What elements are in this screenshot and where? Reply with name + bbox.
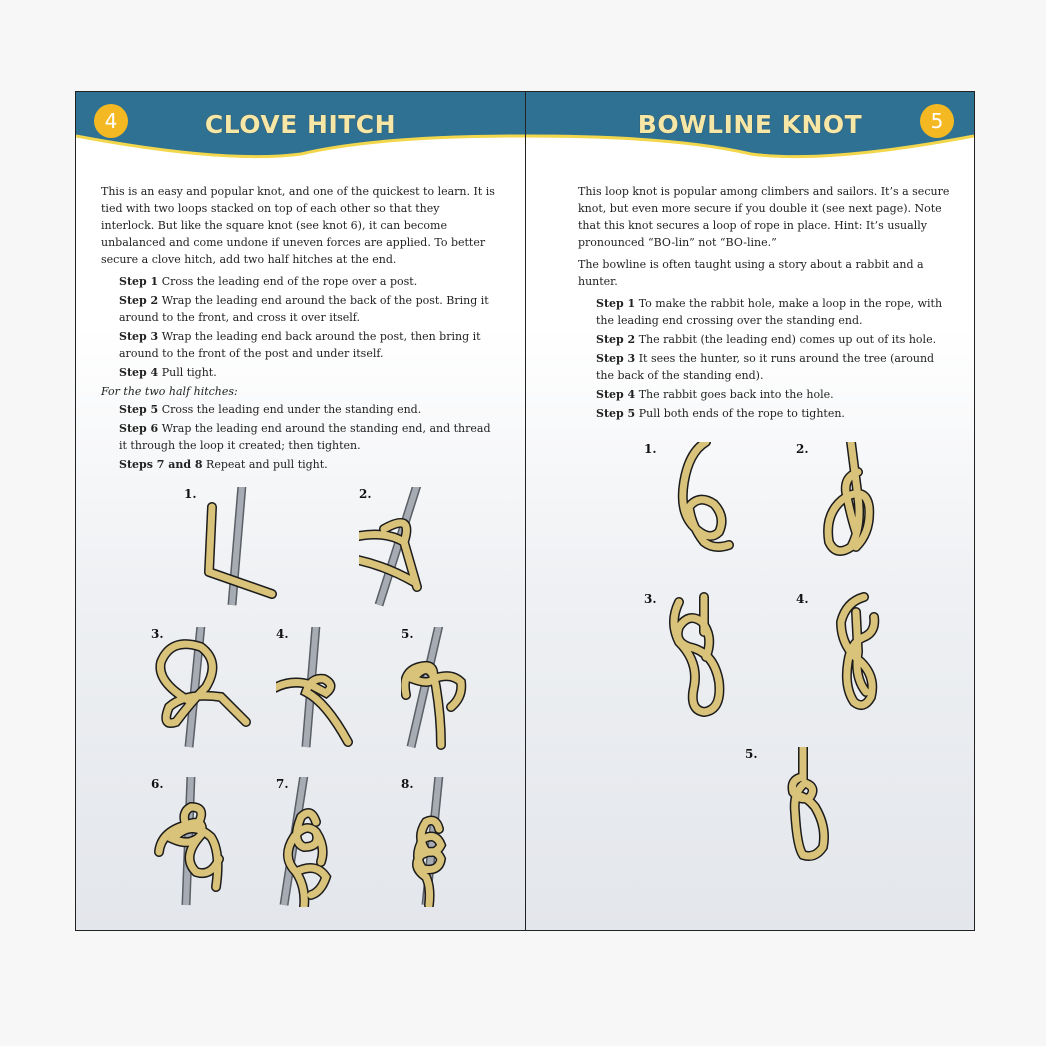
clove-figure-5 xyxy=(401,627,525,767)
clove-figure-3 xyxy=(151,627,281,767)
step-item xyxy=(119,456,496,473)
figure-label: 3. xyxy=(644,592,657,606)
figure-label: 1. xyxy=(184,487,197,501)
step-label: Step 1 xyxy=(596,297,636,310)
clove-figure-6 xyxy=(151,777,281,917)
left-page xyxy=(76,92,525,930)
figure-label: 5. xyxy=(401,627,414,641)
figure-label: 2. xyxy=(796,442,809,456)
knot-number-badge: 4 xyxy=(94,104,128,138)
step-text: The rabbit goes back into the hole. xyxy=(638,388,834,401)
intro-paragraph: This is an easy and popular knot, and one of the quickest to learn. It is tied with two loops stacked on top of each other so that they interlock. But like the square knot (see knot 6), it can become unbalanced and come undone if uneven forces are applied. To better secure a clove hitch, add two half hitches at the end. xyxy=(101,185,495,266)
step-text: Pull both ends of the rope to tighten. xyxy=(638,407,845,420)
step-label: Step 4 xyxy=(119,366,159,379)
figure-label: 4. xyxy=(796,592,809,606)
step-text: Cross the leading end of the rope over a post. xyxy=(161,275,418,288)
bowline-figure-4 xyxy=(796,592,926,732)
bowline-figure-1 xyxy=(644,442,774,582)
right-page xyxy=(526,92,974,930)
step-item xyxy=(596,295,950,329)
step-label: Step 6 xyxy=(119,422,159,435)
step-text: The rabbit (the leading end) comes up out of its hole. xyxy=(638,333,937,346)
page-title: BOWLINE KNOT xyxy=(637,110,863,139)
step-text: To make the rabbit hole, make a loop in the rope, with the leading end crossing over the standing end. xyxy=(596,297,943,327)
right-body-text xyxy=(578,183,950,424)
step-label: Step 5 xyxy=(596,407,636,420)
step-label: Step 4 xyxy=(596,388,636,401)
step-label: Step 3 xyxy=(119,330,159,343)
step-text: Wrap the leading end around the back of the post. Bring it around to the front, and cross it over itself. xyxy=(119,294,489,324)
knot-number-badge: 5 xyxy=(920,104,954,138)
step-item xyxy=(119,328,496,362)
step-item xyxy=(119,401,496,418)
step-item xyxy=(596,350,950,384)
page-title: CLOVE HITCH xyxy=(204,110,397,139)
step-label: Steps 7 and 8 xyxy=(119,458,203,471)
step-label: Step 2 xyxy=(596,333,636,346)
bowline-figure-2 xyxy=(796,442,926,582)
clove-figure-2 xyxy=(359,487,489,627)
figure-label: 5. xyxy=(745,747,758,761)
step-item xyxy=(119,420,496,454)
left-body-text xyxy=(101,183,496,475)
half-hitch-subhead: For the two half hitches: xyxy=(101,385,238,398)
clove-figure-7 xyxy=(276,777,406,917)
step-item xyxy=(119,292,496,326)
step-text: Repeat and pull tight. xyxy=(206,458,328,471)
book-spread xyxy=(75,91,975,931)
intro-paragraph-2: The bowline is often taught using a story about a rabbit and a hunter. xyxy=(578,258,924,288)
step-text: Pull tight. xyxy=(161,366,217,379)
intro-paragraph: This loop knot is popular among climbers and sailors. It’s a secure knot, but even more secure if you double it (see next page). Note that this knot secures a loop of rope in place. Hint: It’s usually pronounced “BO-lin” not “BO-line.” xyxy=(578,185,950,249)
step-text: Wrap the leading end back around the post, then bring it around to the front of the post and under itself. xyxy=(119,330,481,360)
figure-label: 6. xyxy=(151,777,164,791)
step-label: Step 1 xyxy=(119,275,159,288)
step-item xyxy=(119,364,496,381)
step-label: Step 3 xyxy=(596,352,636,365)
clove-figure-4 xyxy=(276,627,406,767)
step-item xyxy=(596,386,950,403)
step-label: Step 5 xyxy=(119,403,159,416)
clove-figure-8 xyxy=(401,777,525,917)
bowline-figure-5 xyxy=(745,747,875,887)
step-item xyxy=(596,331,950,348)
figure-label: 8. xyxy=(401,777,414,791)
step-label: Step 2 xyxy=(119,294,159,307)
step-item xyxy=(119,273,496,290)
step-text: Wrap the leading end around the standing end, and thread it through the loop it created; then tighten. xyxy=(119,422,491,452)
figure-label: 3. xyxy=(151,627,164,641)
figure-label: 2. xyxy=(359,487,372,501)
clove-figure-1 xyxy=(184,487,314,627)
step-text: Cross the leading end under the standing end. xyxy=(161,403,422,416)
step-item xyxy=(596,405,950,422)
bowline-figure-3 xyxy=(644,592,774,732)
figure-label: 4. xyxy=(276,627,289,641)
figure-label: 1. xyxy=(644,442,657,456)
figure-label: 7. xyxy=(276,777,289,791)
step-text: It sees the hunter, so it runs around the tree (around the back of the standing end). xyxy=(596,352,935,382)
